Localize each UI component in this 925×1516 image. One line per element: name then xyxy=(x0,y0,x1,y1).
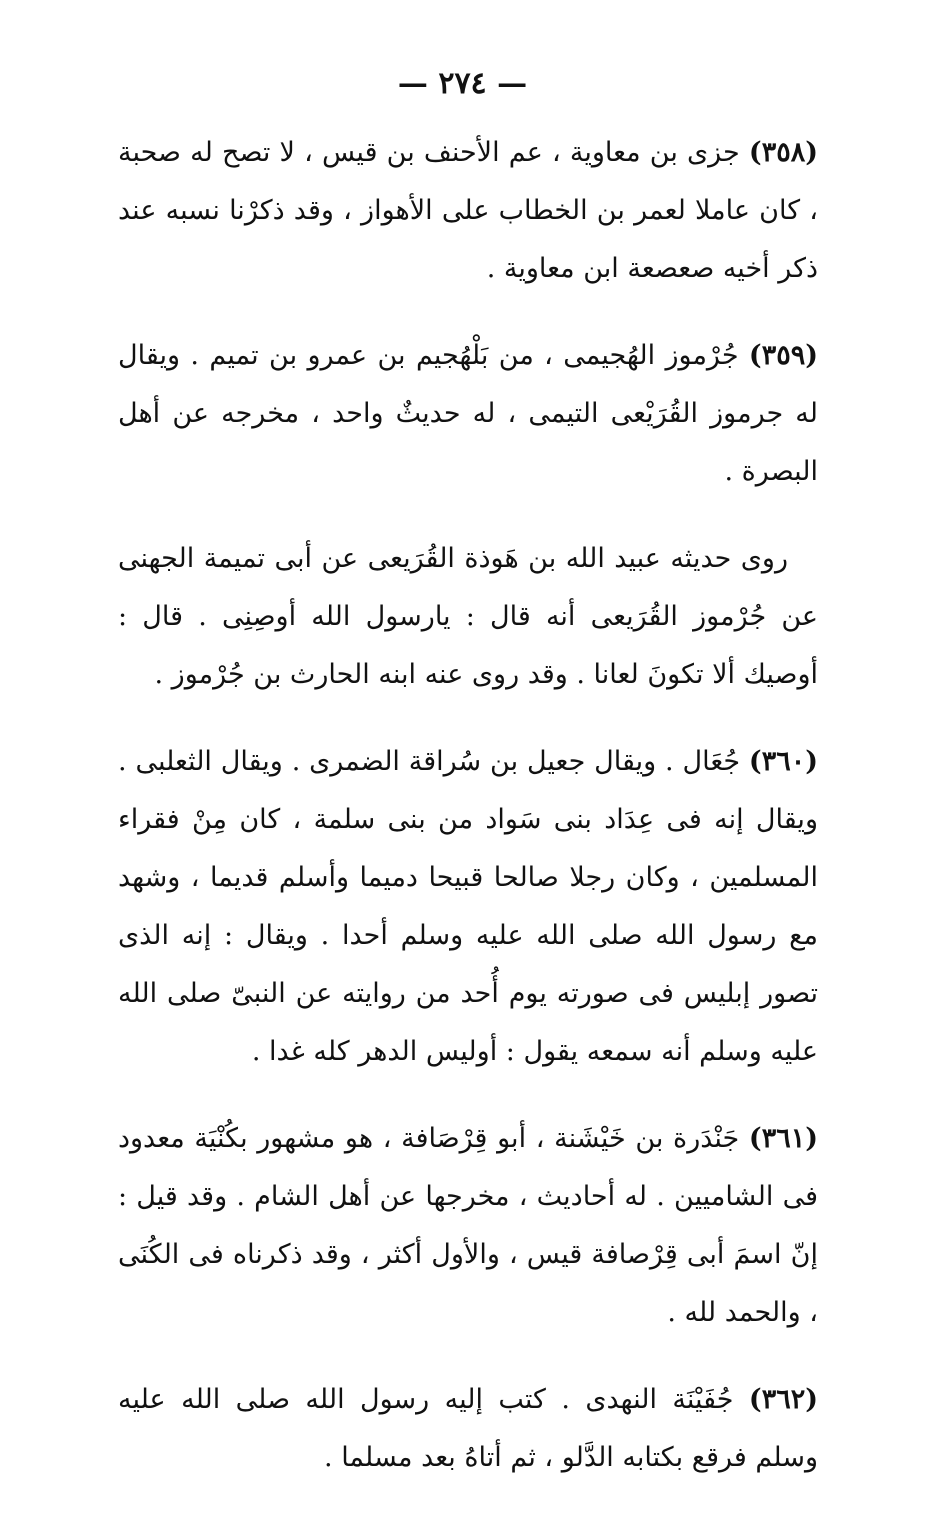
entry-text: جُرْموز الهُجيمى ، من بَلْهُجيم بن عمرو بن تميم . ويقال له جرموز القُرَيْعى التيمى ، له حديثٌ واحد ، مخرجه عن أهل البصرة . xyxy=(118,340,818,487)
entry-358 xyxy=(118,124,818,298)
entry-text: جُعَال . ويقال جعيل بن سُراقة الضمرى . ويقال الثعلبى . ويقال إنه فى عِدَاد بنى سَواد من بنى سلمة ، كان مِنْ فقراء المسلمين ، وكان رجلا صالحا قبيحا دميما وأسلم قديما ، وشهد مع رسول الله صلى الله عليه وسلم أحدا . ويقال : إنه الذى تصور إبليس فى صورته يوم أُحد من روايته عن النبىّ صلى الله عليه وسلم أنه سمعه يقول : أوليس الدهر كله غدا . xyxy=(118,746,818,1067)
page-body xyxy=(118,124,818,1516)
page-number: — ٢٧٤ — xyxy=(397,66,528,101)
entry-361 xyxy=(118,1110,818,1342)
entry-number: (٣٦١) xyxy=(748,1123,818,1154)
entry-number: (٣٥٩) xyxy=(748,340,818,371)
entry-text: جَنْدَرة بن خَيْشَنة ، أبو قِرْصَافة ، هو مشهور بكُنْيَة معدود فى الشاميين . له أحاديث ، مخرجها عن أهل الشام . وقد قيل : إنّ اسمَ أبى قِرْصافة قيس ، والأول أكثر ، وقد ذكرناه فى الكُنَى ، والحمد لله . xyxy=(118,1123,818,1328)
entry-362 xyxy=(118,1371,818,1487)
entry-359-hadith xyxy=(118,530,818,704)
entry-text: جُفَيْنَة النهدى . كتب إليه رسول الله صلى الله عليه وسلم فرقع بكتابه الدَّلو ، ثم أتاهُ بعد مسلما . xyxy=(118,1384,818,1473)
entry-360 xyxy=(118,733,818,1081)
entry-number: (٣٦٢) xyxy=(748,1384,818,1415)
entry-number: (٣٥٨) xyxy=(748,137,818,168)
entry-number: (٣٦٠) xyxy=(748,746,818,777)
entry-359 xyxy=(118,327,818,501)
entry-text: روى حديثه عبيد الله بن هَوذة القُرَيعى عن أبى تميمة الجهنى عن جُرْموز القُرَيعى أنه قال : يارسول الله أوصِنِى . قال : أوصيك ألا تكونَ لعانا . وقد روى عنه ابنه الحارث بن جُرْموز . xyxy=(118,543,818,690)
entry-text: جزى بن معاوية ، عم الأحنف بن قيس ، لا تصح له صحبة ، كان عاملا لعمر بن الخطاب على الأهواز ، وقد ذكرْنا نسبه عند ذكر أخيه صعصعة ابن معاوية . xyxy=(118,137,818,284)
